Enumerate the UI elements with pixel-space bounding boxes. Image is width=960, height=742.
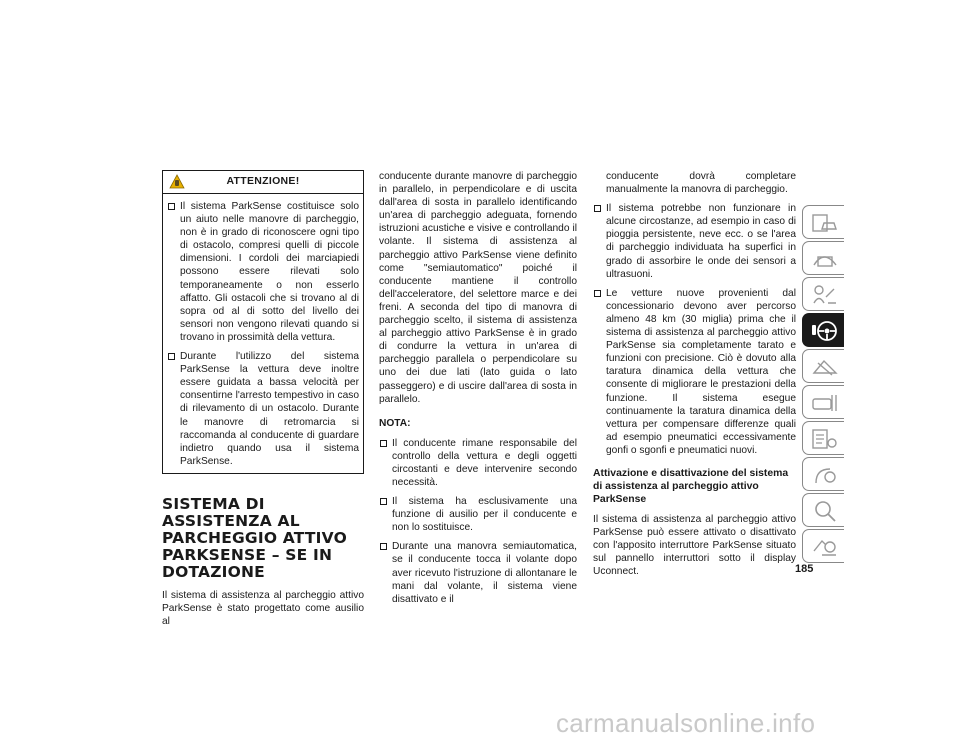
maintenance-icon[interactable] bbox=[802, 421, 844, 455]
service-icon[interactable] bbox=[802, 385, 844, 419]
warning-header bbox=[163, 171, 363, 194]
car-info-icon[interactable] bbox=[802, 205, 844, 239]
activation-text: Il sistema di assistenza al parcheggio attivo ParkSense può essere attivato o disattivato con l'apposito interruttore ParkSense situato sul pannello interruttori sotto il display Uconnect. bbox=[593, 513, 796, 578]
nota-bullet: Il conducente rimane responsabile del controllo della vettura e degli oggetti circostanti e deve intervenire secondo necessità. bbox=[379, 437, 577, 489]
section-intro: Il sistema di assistenza al parcheggio attivo ParkSense è stato progettato come ausilio al bbox=[162, 589, 364, 628]
steering-wheel-icon[interactable] bbox=[802, 313, 844, 347]
nota-bullet: Durante una manovra semiautomatica, se il conducente tocca il volante dopo aver ricevuto l'istruzione di allontanare le mani dal volante, il sistema viene disattivato e il bbox=[379, 540, 577, 605]
warning-bullet: Il sistema ParkSense costituisce solo un aiuto nelle manovre di parcheggio, non è in grado di riconoscere ogni tipo di ostacolo, compresi quelli di piccole dimensioni. I cordoli dei marciapiedi possono essere rilevati solo temporaneamente o non esserlo affatto. Gli ostacoli che si trovano al di sopra od al di sotto del livello dei sensori non vengono rilevati quando si trovano in prossimità della vettura. bbox=[167, 200, 359, 344]
emergency-icon[interactable] bbox=[802, 349, 844, 383]
nota-bullet-continued: conducente dovrà completare manualmente la manovra di parcheggio. bbox=[606, 171, 796, 196]
warning-box bbox=[162, 170, 364, 474]
warning-title: ATTENZIONE! bbox=[226, 175, 300, 187]
page-number: 185 bbox=[795, 563, 814, 575]
column-right bbox=[593, 170, 796, 578]
specs-icon[interactable] bbox=[802, 457, 844, 491]
section-intro-continued: conducente durante manovre di parcheggio in parallelo, in perpendicolare e di uscita dall'area di sosta in parallelo identificando un'area di parcheggio adeguata, fornendo istruzioni acustiche e visive e controllando il volante. Il sistema di assistenza al parcheggio attivo ParkSense viene definito come "semiautomatico" poiché il conducente mantiene il controllo dell'acceleratore, del selettore marce e dei freni. A seconda del tipo di manovra di parcheggio scelto, il sistema di assistenza al parcheggio attivo ParkSense è in grado di condurre la vettura in un'area di parcheggio parallela o perpendicolare su uno dei due lati (lato guida o lato passeggero) e di uscire dall'area di sosta in parallelo. bbox=[379, 171, 577, 405]
activation-subheading: Attivazione e disattivazione del sistema di assistenza al parcheggio attivo ParkSense bbox=[593, 467, 789, 505]
nota-bullet: Le vetture nuove provenienti dal concessionario devono aver percorso almeno 48 km (30 miglia) prima che il sistema di assistenza al parcheggio attivo ParkSense sia completamente tarato e funzioni con precisione. Ciò è dovuto alla taratura dinamica della vettura che consente di migliorare le prestazioni della funzione. Il sistema esegue continuamente la taratura dinamica della vettura per compensare differenze quali ad esempio pneumatici eccessivamente gonfi o sgonfi e pneumatici nuovi. bbox=[593, 287, 796, 457]
index-icon[interactable] bbox=[802, 493, 844, 527]
nota-bullet: Il sistema ha esclusivamente una funzione di ausilio per il conducente e non lo sostituisce. bbox=[379, 495, 577, 534]
warning-bullet: Durante l'utilizzo del sistema ParkSense la vettura deve inoltre essere guidata a bassa velocità per consentirne l'arresto tempestivo in caso di rilevamento di un ostacolo. Durante le manovre di retromarcia si raccomanda al conducente di guardare indietro quando usa il sistema ParkSense. bbox=[167, 350, 359, 468]
column-left bbox=[162, 170, 364, 628]
languages-icon[interactable] bbox=[802, 529, 844, 563]
column-middle bbox=[379, 170, 577, 612]
section-title: SISTEMA DI ASSISTENZA AL PARCHEGGIO ATTIVO PARKSENSE – SE IN DOTAZIONE bbox=[162, 494, 347, 581]
safety-icon[interactable] bbox=[802, 277, 844, 311]
nota-bullet: Il sistema potrebbe non funzionare in alcune circostanze, ad esempio in caso di pioggia persistente, neve ecc. o se l'area di parcheggio individuata ha superfici in grado di assorbire le onde dei sensori a ultrasuoni. bbox=[593, 202, 796, 281]
watermark: carmanualsonline.info bbox=[556, 708, 816, 738]
dashboard-icon[interactable] bbox=[802, 241, 844, 275]
nota-label: NOTA: bbox=[379, 417, 411, 429]
